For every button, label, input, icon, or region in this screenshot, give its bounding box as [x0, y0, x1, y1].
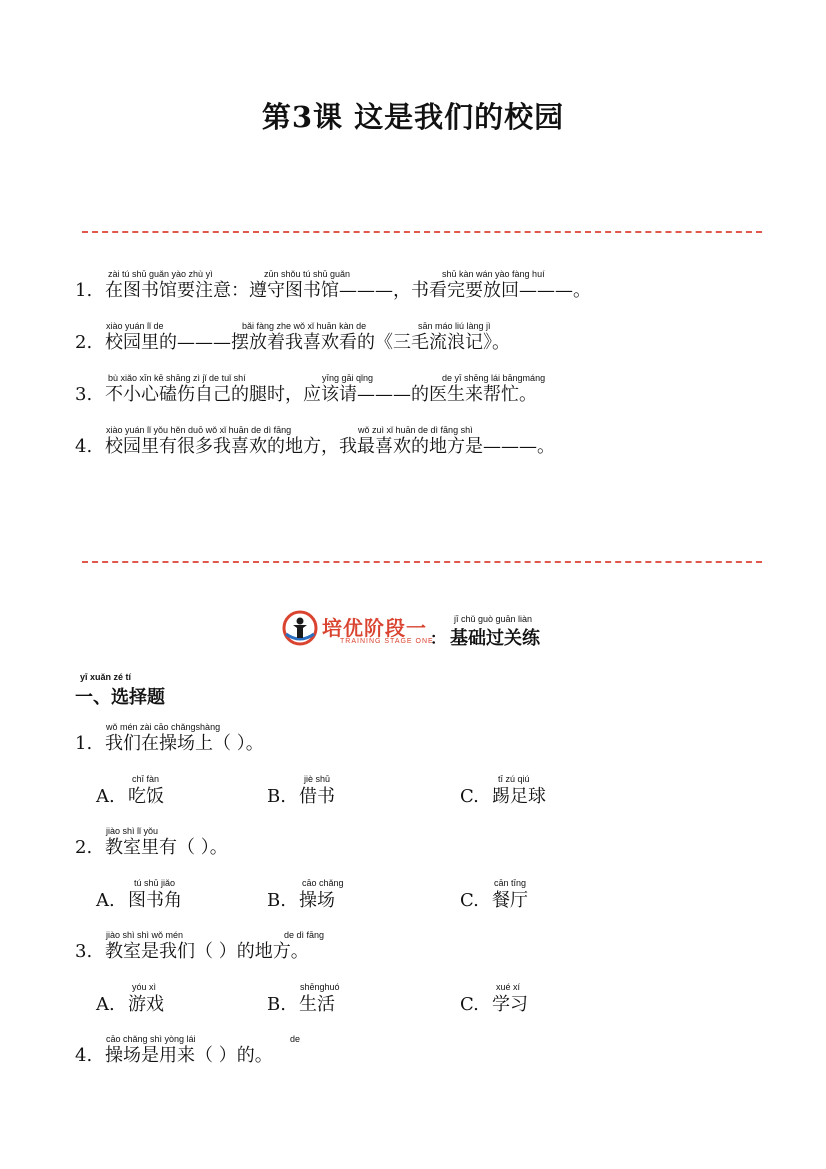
question-number: 2.	[75, 837, 93, 858]
choice-question-4	[75, 1045, 273, 1067]
question-text: 不小心磕伤自己的腿时，应该请———的医生来帮忙。	[105, 384, 537, 405]
logo-subtitle: TRAINING STAGE ONE	[340, 638, 434, 645]
option-letter: B.	[267, 786, 286, 807]
pinyin: jiào shì shì wǒ mén	[106, 930, 184, 940]
pinyin: zài tú shū guǎn yào zhù yì	[108, 269, 213, 279]
fill-question-4	[75, 436, 555, 458]
pinyin: wǒ mén zài cāo chǎngshàng	[106, 722, 221, 732]
divider-top	[82, 231, 762, 233]
option-text: 操场	[299, 890, 335, 911]
pinyin: bǎi fàng zhe wǒ xǐ huān kàn de	[242, 321, 367, 331]
banner-label: 基础过关练	[450, 628, 540, 649]
option-letter: B.	[267, 994, 286, 1015]
pinyin: xué xí	[496, 982, 521, 992]
choice-question-2	[75, 837, 228, 859]
option-text: 借书	[299, 786, 335, 807]
question-number: 4.	[75, 436, 93, 457]
option-letter: B.	[267, 890, 286, 911]
pinyin: sān máo liú làng jì	[418, 321, 491, 331]
pinyin: cān tīng	[494, 878, 527, 888]
pinyin: tú shū jiǎo	[134, 878, 176, 888]
pinyin: xiào yuán lǐ de	[106, 321, 164, 331]
fill-question-1	[75, 280, 591, 302]
question-text: 校园里的———摆放着我喜欢看的《三毛流浪记》。	[105, 332, 510, 353]
question-text: 教室里有（ ）。	[105, 837, 228, 858]
pinyin: yóu xì	[132, 982, 157, 992]
pinyin: de yī shēng lái bāngmáng	[442, 373, 546, 383]
pinyin: jiè shū	[304, 774, 331, 784]
pinyin: jiào shì lǐ yǒu	[106, 826, 159, 836]
option-c[interactable]	[460, 990, 528, 1016]
question-number: 3.	[75, 384, 93, 405]
pinyin: tī zú qiú	[498, 774, 530, 784]
option-a[interactable]	[96, 990, 164, 1016]
choice-question-1	[75, 733, 264, 755]
option-b[interactable]	[267, 782, 335, 808]
section-title: 一、选择题	[75, 687, 165, 708]
question-text: 操场是用来（ ）的。	[105, 1045, 273, 1066]
banner-colon: ：	[430, 629, 447, 648]
pinyin: de dì fāng	[284, 930, 325, 940]
question-text: 我们在操场上（ ）。	[105, 733, 264, 754]
question-text: 在图书馆要注意：遵守图书馆———，书看完要放回———。	[105, 280, 591, 301]
pinyin: chī fàn	[132, 774, 160, 784]
pinyin: bù xiǎo xīn kē shāng zì jǐ de tuǐ shí	[108, 373, 246, 383]
stage-banner	[282, 608, 562, 650]
option-a[interactable]	[96, 782, 164, 808]
fill-question-3	[75, 384, 537, 406]
option-letter: C.	[460, 786, 479, 807]
question-number: 4.	[75, 1045, 93, 1066]
option-letter: A.	[96, 994, 115, 1015]
pinyin: xiào yuán lǐ yǒu hěn duō wǒ xǐ huān de dì fāng	[106, 425, 292, 435]
question-text: 校园里有很多我喜欢的地方，我最喜欢的地方是———。	[105, 436, 555, 457]
option-c[interactable]	[460, 782, 546, 808]
question-number: 1.	[75, 280, 93, 301]
option-letter: A.	[96, 890, 115, 911]
fill-question-2	[75, 332, 510, 354]
question-number: 2.	[75, 332, 93, 353]
option-text: 餐厅	[492, 890, 528, 911]
option-c[interactable]	[460, 886, 528, 912]
pinyin: cāo chǎng	[302, 878, 344, 888]
divider-middle	[82, 561, 762, 563]
page-title: 第3课 这是我们的校园	[261, 100, 565, 134]
option-text: 踢足球	[492, 786, 546, 807]
option-text: 生活	[299, 994, 335, 1015]
pinyin: de	[290, 1034, 301, 1044]
option-text: 吃饭	[128, 786, 164, 807]
question-number: 3.	[75, 941, 93, 962]
question-text: 教室是我们（ ）的地方。	[105, 941, 309, 962]
choice-question-3	[75, 941, 309, 963]
option-b[interactable]	[267, 886, 335, 912]
pinyin: yī xuǎn zé tí	[80, 672, 132, 682]
option-letter: A.	[96, 786, 115, 807]
pinyin: yīng gāi qǐng	[322, 373, 374, 383]
training-logo-icon	[282, 610, 318, 646]
pinyin: zūn shǒu tú shū guǎn	[264, 269, 351, 279]
question-number: 1.	[75, 733, 93, 754]
pinyin: jī chǔ guò guān liàn	[454, 614, 533, 624]
option-letter: C.	[460, 994, 479, 1015]
option-a[interactable]	[96, 886, 182, 912]
pinyin: cāo chǎng shì yòng lái	[106, 1034, 196, 1044]
pinyin: shēnghuó	[300, 982, 340, 992]
pinyin: shū kàn wán yào fàng huí	[442, 269, 545, 279]
logo-text: 培优阶段一	[322, 616, 427, 640]
pinyin: wǒ zuì xǐ huān de dì fāng shì	[358, 425, 473, 435]
option-text: 图书角	[128, 890, 182, 911]
option-text: 游戏	[128, 994, 164, 1015]
option-letter: C.	[460, 890, 479, 911]
option-b[interactable]	[267, 990, 335, 1016]
option-text: 学习	[492, 994, 528, 1015]
